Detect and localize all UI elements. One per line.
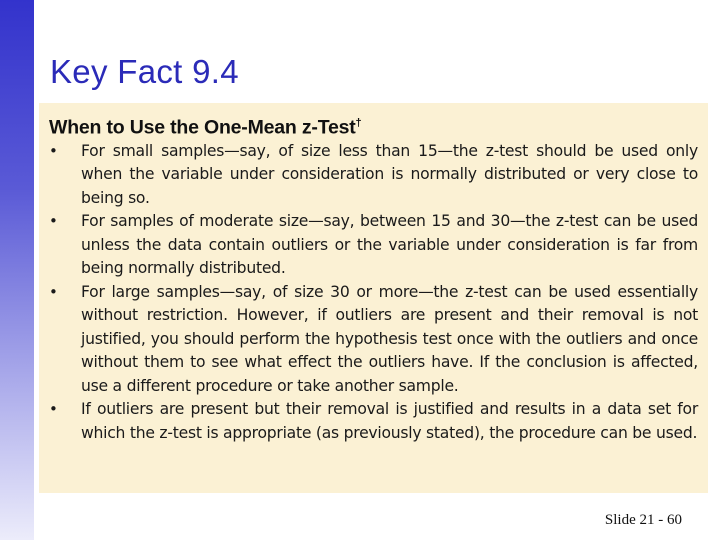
slide-title: Key Fact 9.4 [50,53,239,90]
dagger-footnote-mark: † [355,117,362,129]
side-accent-bar [0,0,34,540]
bullet-text: For large samples—say, of size 30 or more—the z-test can be used essentially without restriction. However, if outliers are present and their removal is not justified, you should perform the hypothesis test once with the outliers and once without them to see what effect the outliers have. If the conclusion is affected, use a different procedure or take another sample. [81,282,698,395]
key-fact-box [39,103,708,493]
list-item [49,140,698,211]
bullet-list [49,140,698,446]
bullet-text: For samples of moderate size—say, between 15 and 30—the z-test can be used unless the data contain outliers or the variable under consideration is far from being normally distributed. [81,212,698,277]
slide-number: Slide 21 - 60 [604,512,682,528]
bullet-icon: • [49,400,58,418]
list-item [49,398,698,445]
bullet-text: If outliers are present but their removal is justified and results in a data set for which the z-test is appropriate (as previously stated), the procedure can be used. [81,400,698,442]
bullet-icon: • [49,141,58,160]
bullet-text: For small samples—say, of size less than 15—the z-test should be used only when the variable under consideration is normally distributed or very close to being so. [81,141,698,207]
bullet-icon: • [49,282,58,301]
list-item [49,210,698,281]
bullet-icon: • [49,212,58,230]
key-fact-heading-text: When to Use the One-Mean z-Test [49,116,356,139]
key-fact-heading [49,111,698,140]
list-item [49,281,698,399]
